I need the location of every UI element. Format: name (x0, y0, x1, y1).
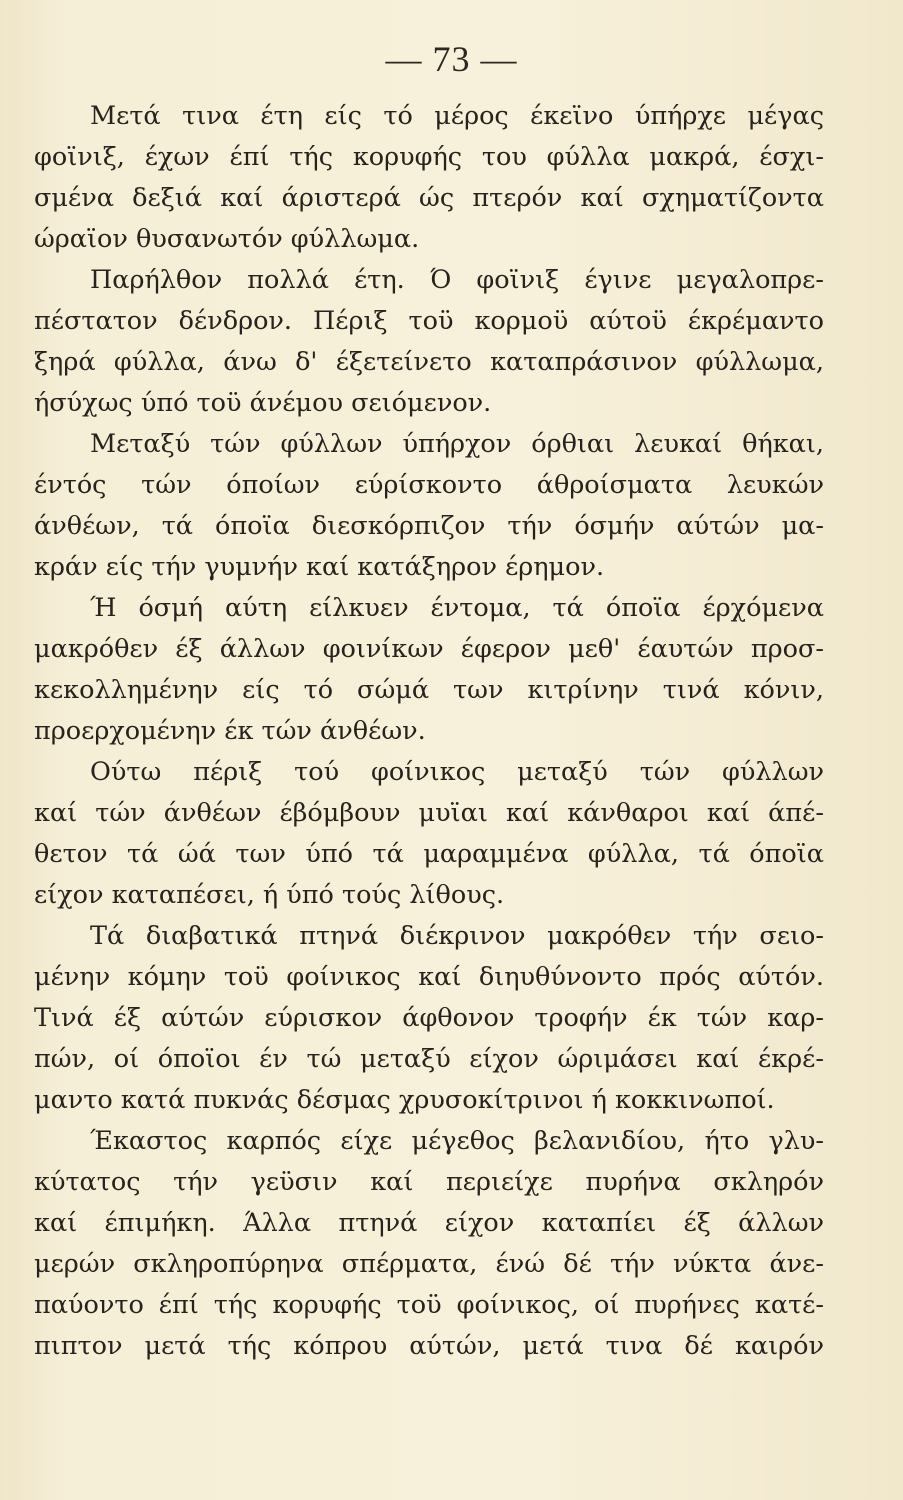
page-number: — 73 — (385, 39, 518, 79)
text-line: μακρόθεν έξ άλλων φοινίκων έφερον μεθ' έαυτών προσ- (34, 634, 824, 664)
text-line: μαντο κατά πυκνάς δέσμας χρυσοκίτρινοι ή κοκκινωποί. (34, 1085, 775, 1115)
text-line: καί έπιμήκη. Άλλα πτηνά είχον καταπίει έξ άλλων (34, 1208, 824, 1238)
text-line: κράν είς τήν γυμνήν καί κατάξηρον έρημον. (34, 552, 605, 582)
text-line: έντός τών όποίων εύρίσκοντο άθροίσματα λευκών (34, 470, 824, 500)
text-line: κύτατος τήν γεϋσιν καί περιείχε πυρήνα σκληρόν (34, 1167, 824, 1197)
text-line: προερχομένην έκ τών άνθέων. (34, 716, 426, 746)
text-line: πέστατον δένδρον. Πέριξ τοϋ κορμοϋ αύτοϋ έκρέμαντο (34, 306, 824, 336)
text-line: Τινά έξ αύτών εύρισκον άφθονον τροφήν έκ τών καρ- (34, 1003, 824, 1033)
text-line: καί τών άνθέων έβόμβουν μυϊαι καί κάνθαροι καί άπέ- (34, 798, 824, 828)
text-line: άνθέων, τά όποϊα διεσκόρπιζον τήν όσμήν αύτών μα- (34, 511, 824, 541)
text-line: ήσύχως ύπό τοϋ άνέμου σειόμενον. (34, 388, 492, 418)
text-line: Ούτω πέριξ τού φοίνικος μεταξύ τών φύλλων (90, 757, 824, 787)
text-line: κεκολλημένην είς τό σώμά των κιτρίνην τινά κόνιν, (34, 675, 824, 705)
text-line: παύοντο έπί τής κορυφής τοϋ φοίνικος, οί πυρήνες κατέ- (34, 1290, 824, 1320)
text-line: Μεταξύ τών φύλλων ύπήρχον όρθιαι λευκαί θήκαι, (90, 429, 824, 459)
text-line: θετον τά ώά των ύπό τά μαραμμένα φύλλα, τά όποϊα (34, 839, 824, 869)
text-line: ξηρά φύλλα, άνω δ' έξετείνετο καταπράσινον φύλλωμα, (34, 347, 824, 377)
text-line: πιπτον μετά τής κόπρου αύτών, μετά τινα δέ καιρόν (34, 1331, 824, 1361)
text-line: μερών σκληροπύρηνα σπέρματα, ένώ δέ τήν νύκτα άνε- (34, 1249, 824, 1279)
text-line: Τά διαβατικά πτηνά διέκρινον μακρόθεν τήν σειο- (90, 921, 824, 951)
text-line: πών, οί όποϊοι έν τώ μεταξύ είχον ώριμάσει καί έκρέ- (34, 1044, 824, 1074)
text-line: Ή όσμή αύτη είλκυεν έντομα, τά όποϊα έρχόμενα (90, 593, 824, 623)
text-line: μένην κόμην τοϋ φοίνικος καί διηυθύνοντο πρός αύτόν. (34, 962, 824, 992)
page-text (34, 96, 824, 1367)
text-line: Έκαστος καρπός είχε μέγεθος βελανιδίου, ήτο γλυ- (90, 1126, 824, 1156)
text-line: Παρήλθον πολλά έτη. Ό φοϊνιξ έγινε μεγαλοπρε- (90, 265, 824, 295)
text-line: σμένα δεξιά καί άριστερά ώς πτερόν καί σχηματίζοντα (34, 183, 824, 213)
text-line: ώραϊον θυσανωτόν φύλλωμα. (34, 224, 420, 254)
text-line: φοϊνιξ, έχων έπί τής κορυφής του φύλλα μακρά, έσχι- (34, 142, 824, 172)
text-line: Μετά τινα έτη είς τό μέρος έκεϊνο ύπήρχε μέγας (90, 101, 824, 131)
text-line: είχον καταπέσει, ή ύπό τούς λίθους. (34, 880, 505, 910)
